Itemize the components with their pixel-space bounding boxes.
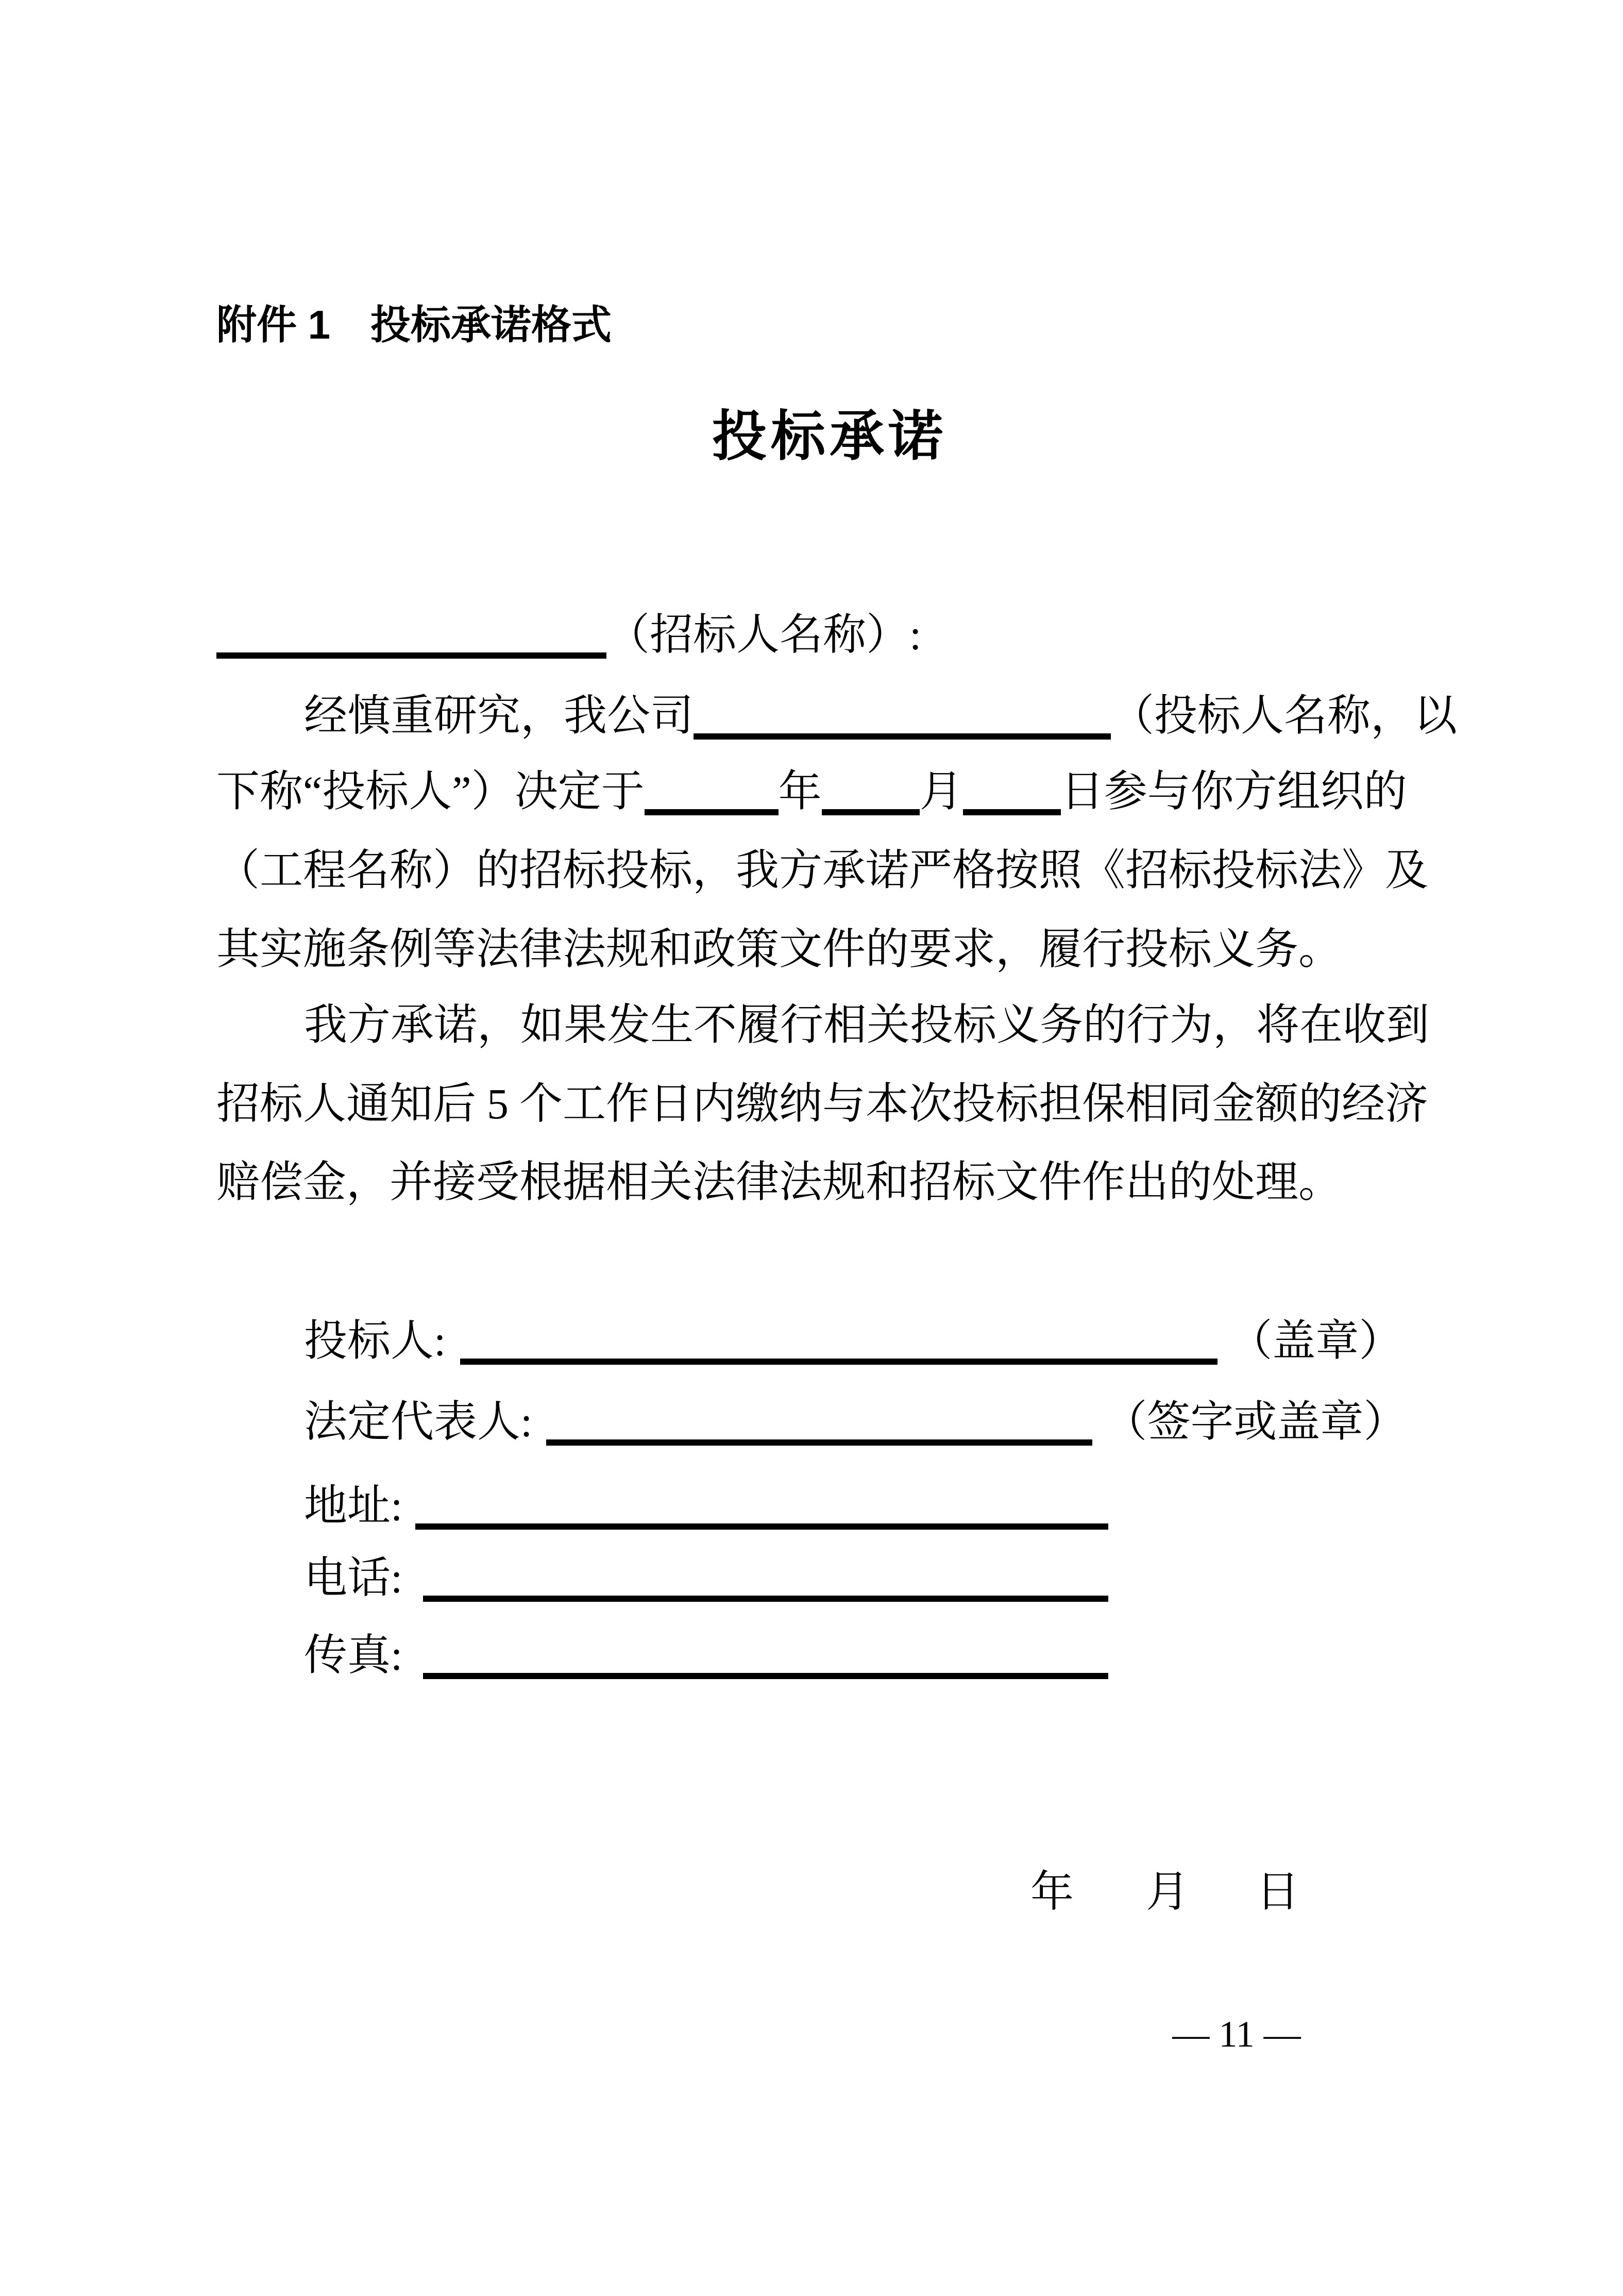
date-month-char: 月 (1146, 1868, 1190, 1916)
page-number: — 11 — (1172, 2014, 1301, 2055)
signature-legal-rep-line (304, 1384, 1448, 1461)
bidder-name-blank (694, 733, 1111, 740)
salutation-suffix: （招标人名称）: (606, 611, 922, 659)
salutation-line (216, 597, 1448, 674)
year-blank (645, 809, 779, 815)
paragraph1-line4: （工程名称）的招标投标，我方承诺严格按照《招标投标法》及 (216, 847, 1429, 895)
paragraph2-line3: 赔偿金，并接受根据相关法律法规和招标文件作出的处理。 (216, 1159, 1342, 1206)
address-label: 地址: (304, 1482, 403, 1530)
phone-blank (423, 1595, 1108, 1602)
month-blank (822, 809, 920, 815)
fax-blank (423, 1672, 1108, 1679)
paragraph2-line1: 我方承诺，如果发生不履行相关投标义务的行为，将在收到 (304, 1001, 1430, 1049)
year-char: 年 (778, 768, 822, 816)
legal-rep-signature-blank (546, 1439, 1092, 1446)
p1-seg-before-company: 经慎重研究，我公司 (304, 692, 694, 740)
p1-seg-after-company: （投标人名称，以 (1111, 692, 1458, 740)
address-blank (415, 1523, 1108, 1530)
date-year-char: 年 (1030, 1868, 1074, 1916)
legal-rep-seal-suffix: （签字或盖章） (1104, 1398, 1407, 1446)
document-title: 投标承诺 (712, 407, 947, 467)
legal-rep-label: 法定代表人: (304, 1398, 533, 1446)
date-day-char: 日 (1256, 1868, 1300, 1916)
paragraph1-line5: 其实施条例等法律法规和政策文件的要求，履行投标义务。 (216, 926, 1342, 974)
bidder-signature-blank (460, 1358, 1218, 1365)
phone-line (304, 1540, 1448, 1617)
signature-bidder-line (304, 1303, 1448, 1380)
address-line (304, 1468, 1448, 1545)
day-segment: 日参与你方组织的 (1060, 768, 1407, 816)
bidder-seal-suffix: （盖章） (1229, 1317, 1402, 1365)
month-char: 月 (919, 768, 963, 816)
paragraph1-line2 (216, 678, 1458, 755)
day-blank (963, 809, 1061, 815)
paragraph1-line3 (216, 753, 1448, 831)
bidder-label: 投标人: (304, 1317, 446, 1365)
tenderer-name-blank (216, 652, 606, 659)
paragraph2-line2: 招标人通知后 5 个工作日内缴纳与本次投标担保相同金额的经济 (216, 1080, 1429, 1128)
fax-label: 传真: (304, 1632, 403, 1680)
phone-label: 电话: (304, 1554, 403, 1602)
p1-line3-prefix: 下称“投标人”）决定于 (216, 768, 645, 816)
fax-line (304, 1617, 1448, 1695)
attachment-heading: 附件 1 投标承诺格式 (216, 302, 612, 347)
date-line (1030, 1854, 1299, 1931)
